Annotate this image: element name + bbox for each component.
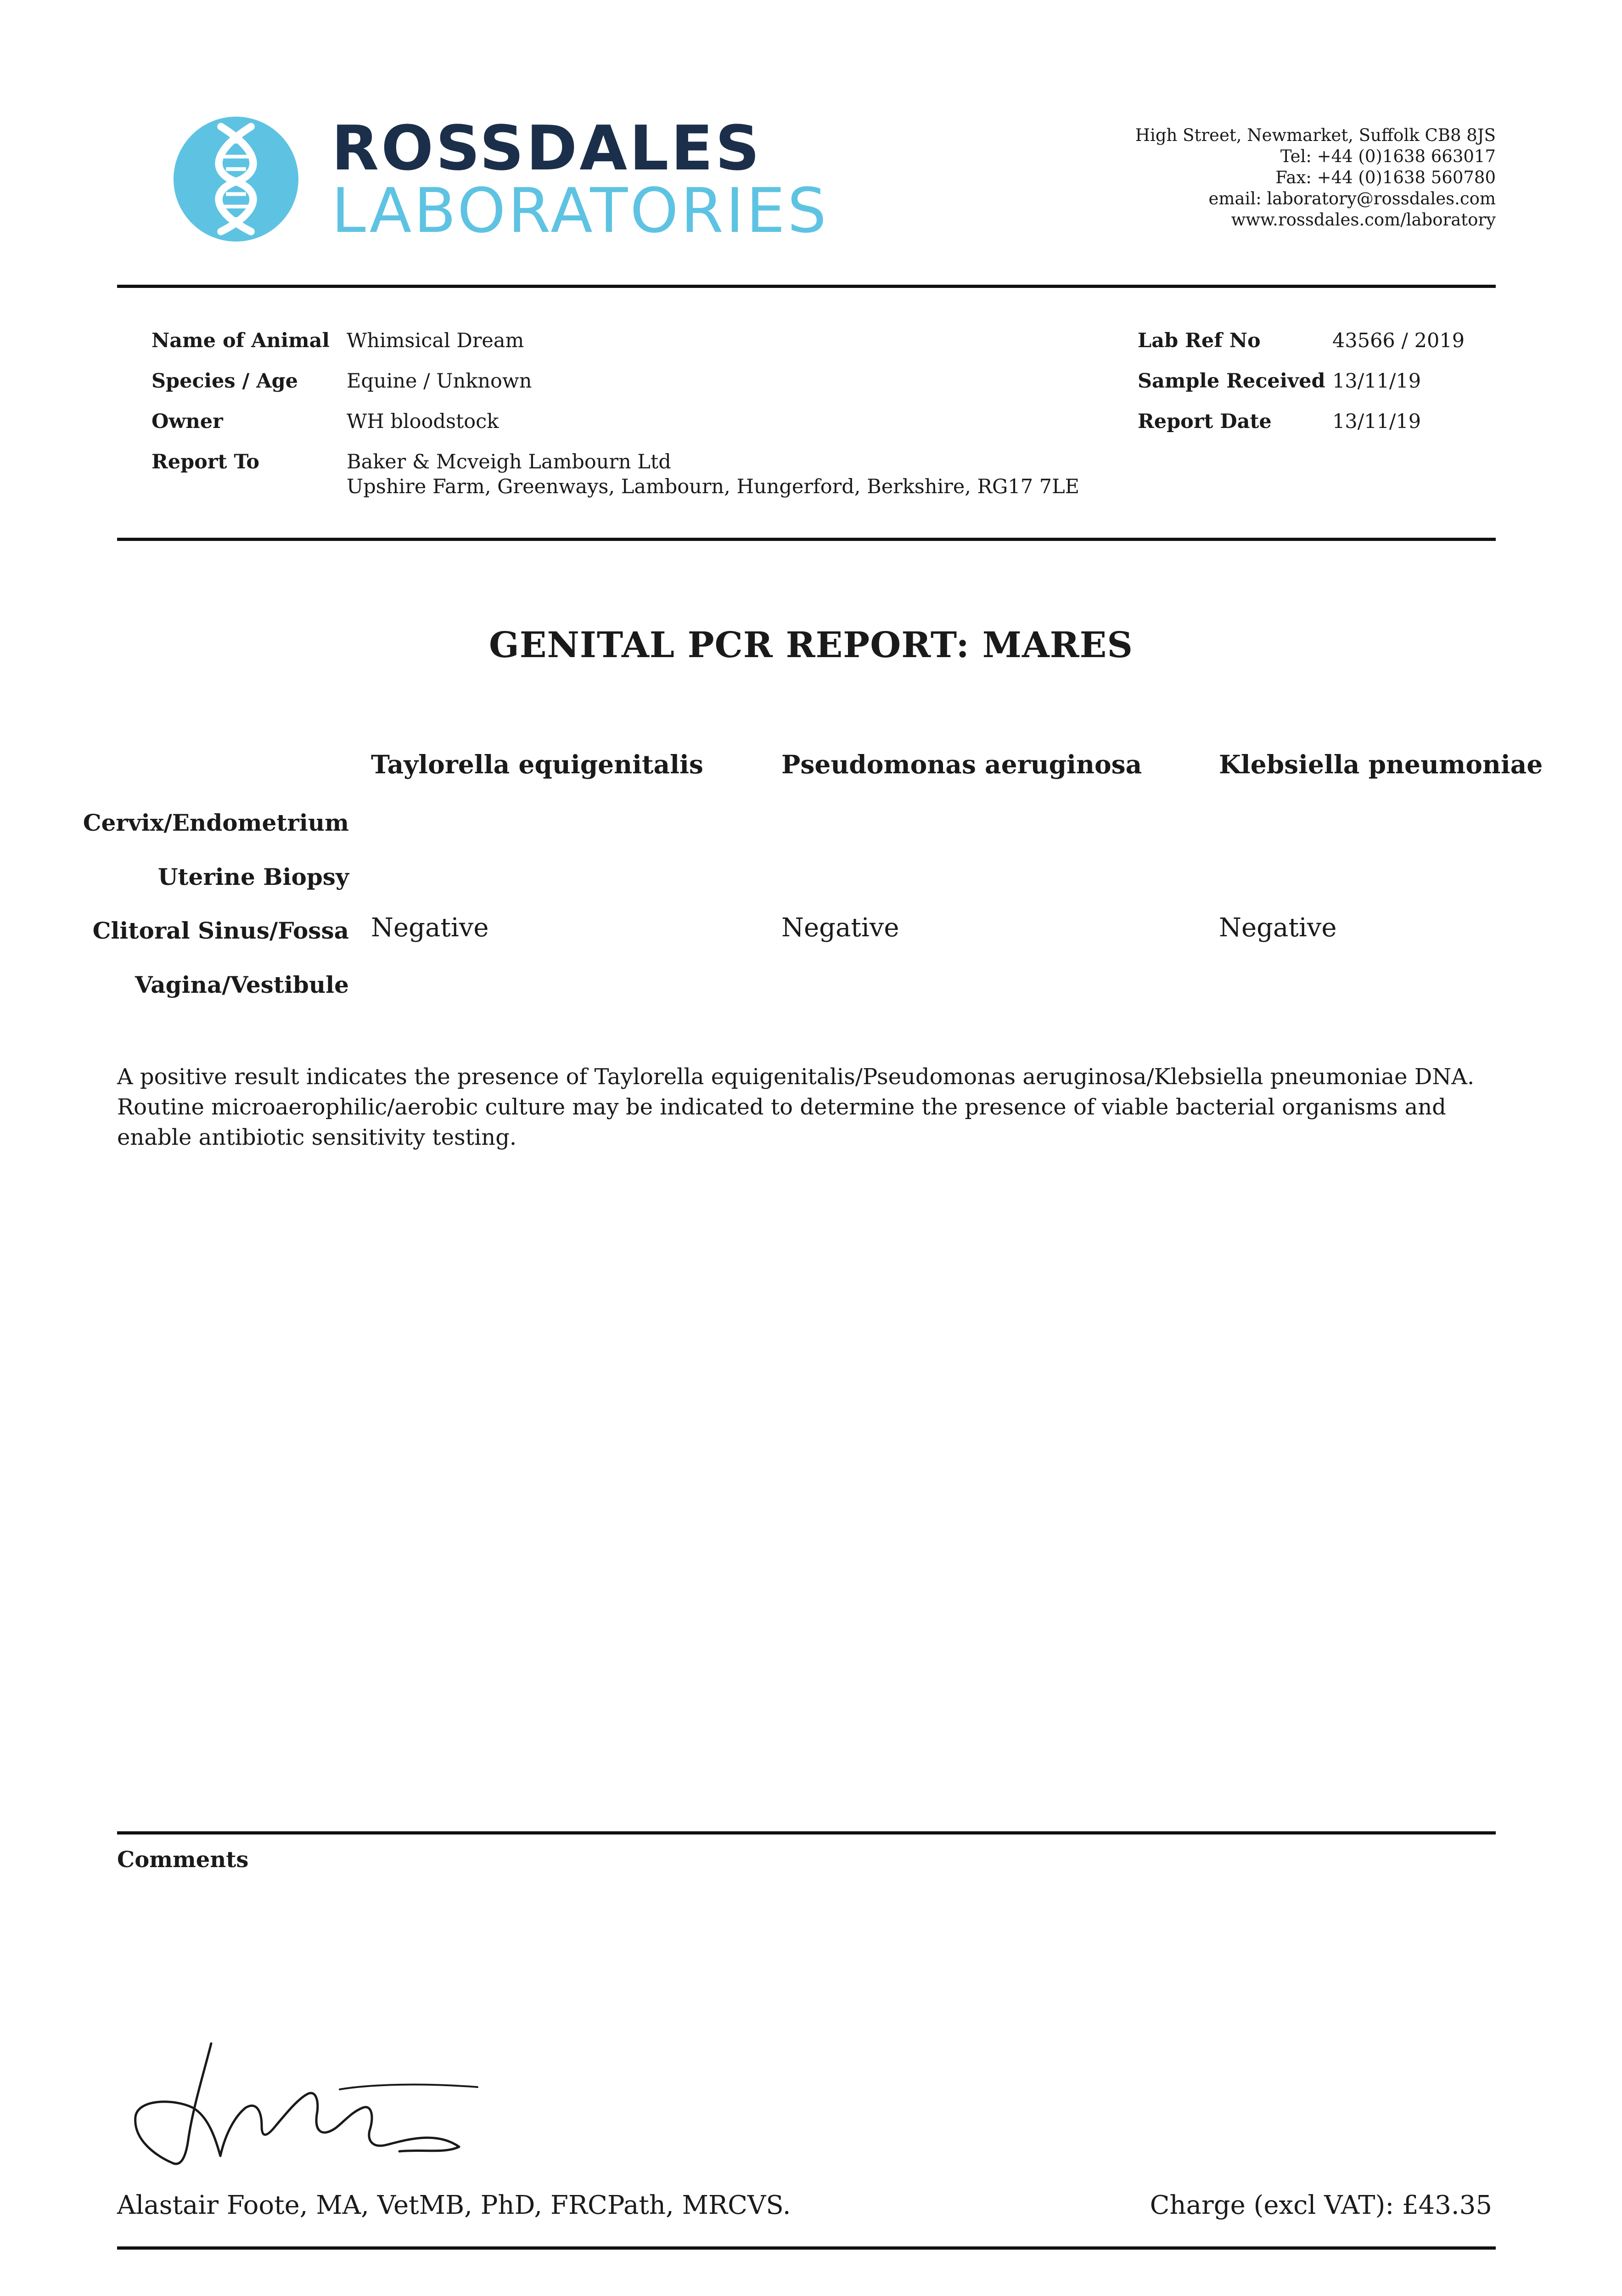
details-divider <box>117 538 1496 541</box>
report-date-label: Report Date <box>1138 410 1272 433</box>
species-age-label: Species / Age <box>152 370 298 393</box>
lab-ref-value: 43566 / 2019 <box>1332 329 1465 352</box>
comments-label: Comments <box>117 1847 249 1873</box>
dna-helix-icon <box>174 117 298 242</box>
address-fax: Fax: +44 (0)1638 560780 <box>1275 168 1496 187</box>
row-header-clitoral-sinus-fossa: Clitoral Sinus/Fossa <box>92 917 349 944</box>
address-street: High Street, Newmarket, Suffolk CB8 8JS <box>1135 125 1496 145</box>
name-of-animal-value: Whimsical Dream <box>347 329 524 352</box>
lab-ref-label: Lab Ref No <box>1138 329 1261 352</box>
report-to-line1: Baker & Mcveigh Lambourn Ltd <box>347 450 671 473</box>
result-clitoral-pseudomonas: Negative <box>781 913 899 943</box>
address-email: email: laboratory@rossdales.com <box>1208 189 1496 208</box>
lab-address <box>1037 125 1496 231</box>
row-header-vagina-vestibule: Vagina/Vestibule <box>135 971 349 998</box>
address-web: www.rossdales.com/laboratory <box>1231 210 1496 230</box>
species-age-value: Equine / Unknown <box>347 370 532 393</box>
owner-label: Owner <box>152 410 223 433</box>
brand-name-line2: LABORATORIES <box>331 175 829 247</box>
report-title: GENITAL PCR REPORT: MARES <box>489 625 1133 666</box>
header-divider <box>117 285 1496 288</box>
row-header-uterine-biopsy: Uterine Biopsy <box>157 863 349 890</box>
name-of-animal-label: Name of Animal <box>152 329 330 352</box>
signature <box>124 2039 482 2172</box>
column-header-pseudomonas: Pseudomonas aeruginosa <box>781 749 1142 779</box>
signatory-name: Alastair Foote, MA, VetMB, PhD, FRCPath, MRCVS. <box>117 2190 791 2220</box>
footer-divider <box>117 2246 1496 2250</box>
address-tel: Tel: +44 (0)1638 663017 <box>1280 146 1496 166</box>
charge-amount: Charge (excl VAT): £43.35 <box>1150 2190 1492 2220</box>
sample-received-label: Sample Received <box>1138 370 1325 393</box>
owner-value: WH bloodstock <box>347 410 499 433</box>
report-to-label: Report To <box>152 450 260 473</box>
column-header-klebsiella: Klebsiella pneumoniae <box>1219 749 1543 779</box>
report-to-line2: Upshire Farm, Greenways, Lambourn, Hungerford, Berkshire, RG17 7LE <box>347 475 1080 498</box>
result-clitoral-taylorella: Negative <box>371 913 489 943</box>
row-header-cervix-endometrium: Cervix/Endometrium <box>83 809 349 836</box>
interpretation-note: A positive result indicates the presence of Taylorella equigenitalis/Pseudomonas aeruginosa/Klebsiella pneumoniae DNA. Routine microaerophilic/aerobic culture may be indicated to determine the presence of viable bacterial organisms and enable antibiotic sensitivity testing. <box>117 1064 1475 1150</box>
report-date-value: 13/11/19 <box>1332 410 1421 433</box>
column-header-taylorella: Taylorella equigenitalis <box>371 749 703 779</box>
brand-name-line1: ROSSDALES <box>331 113 762 184</box>
comments-divider <box>117 1831 1496 1835</box>
result-clitoral-klebsiella: Negative <box>1219 913 1337 943</box>
sample-received-value: 13/11/19 <box>1332 370 1421 393</box>
